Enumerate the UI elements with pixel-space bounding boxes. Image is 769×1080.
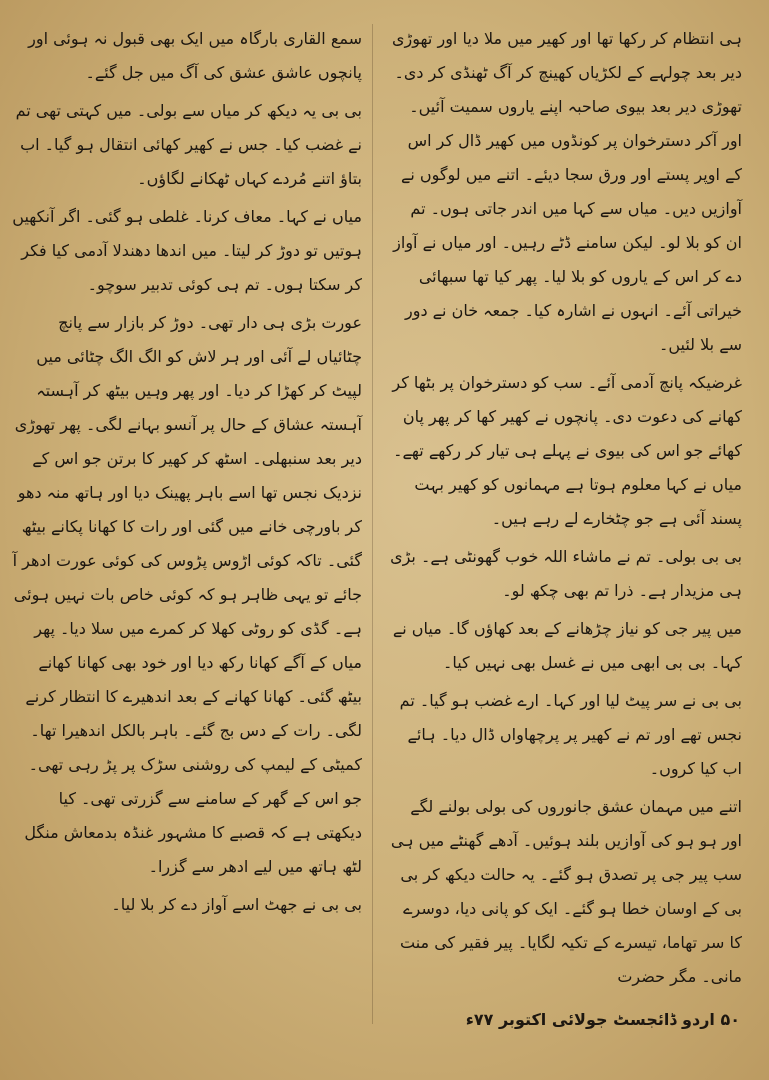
paragraph: میاں نے کہا۔ معاف کرنا۔ غلطی ہو گئی۔ اگر آنکھیں ہوتیں تو دوڑ کر لیتا۔ میں اندھا دھندلا آدمی کیا فکر کر سکتا ہوں۔ تم ہی کوئی تدبیر سوچو۔ <box>12 207 362 294</box>
paragraph: عورت بڑی ہی دار تھی۔ دوڑ کر بازار سے پانچ چٹائیاں لے آئی اور ہر لاش کو الگ الگ چٹائی میں لپیٹ کر کھڑا کر دیا۔ اور پھر وہیں بیٹھ کر آہستہ آہستہ عشاق کے حال پر آنسو بہانے لگی۔ پھر تھوڑی دیر بعد سنبھلی۔ اسٹھ کر کھیر کا برتن جو اس کے نزدیک نجس تھا اسے باہر پھینک دیا اور ہاتھ منہ دھو کر باورچی خانے میں گئی اور رات کا کھانا پکانے بیٹھ گئی۔ تاکہ کوئی اڑوس پڑوس کی کوئی عورت ادھر آ جائے تو یہی ظاہر ہو کہ کوئی خاص بات نہیں ہوئی ہے۔ گڈی کو روٹی کھلا کر کمرے میں سلا دیا۔ پھر میاں کے آگے کھانا رکھ دیا اور خود بھی کھانا کھانے بیٹھ گئی۔ کھانا کھانے کے بعد اندھیرے کا انتظار کرنے لگی۔ رات کے دس بج گئے۔ باہر بالکل اندھیرا تھا۔ کمیٹی کے لیمپ کی روشنی سڑک پر پڑ رہی تھی۔ جو اس کے گھر کے سامنے سے گزرتی تھی۔ کیا دیکھتی ہے کہ قصبے کا مشہور غنڈہ بدمعاش منگل لٹھ ہاتھ میں لیے ادھر سے گزرا۔ <box>12 313 362 876</box>
paragraph: بی بی یہ دیکھ کر میاں سے بولی۔ میں کہتی تھی تم نے غضب کیا۔ جس نے کھیر کھائی انتقال ہو گیا۔ اب بتاؤ اتنے مُردے کہاں ٹھکانے لگاؤں۔ <box>15 101 362 188</box>
paragraph: ہی انتظام کر رکھا تھا اور کھیر میں ملا دیا اور تھوڑی دیر بعد چولہے کے لکڑیاں کھینچ کر آگ ٹھنڈی کر دی۔ تھوڑی دیر بعد بیوی صاحبہ اپنے یاروں سمیت آئیں۔ اور آکر دسترخوان پر کونڈوں میں کھیر ڈال کر اس کے اوپر پستے اور ورق سجا دیئے۔ اتنے میں لوگوں نے آوازیں دیں۔ میاں سے کہا میں اندر جاتی ہوں۔ تم ان کو بلا لو۔ لیکن سامنے ڈٹے رہیں۔ اور میاں نے آواز دے کر اس کے یاروں کو بلا لیا۔ پھر کیا تھا سبھائی خیراتی آئے۔ انہوں نے اشارہ کیا۔ جمعہ خان نے دور سے بلا لئیں۔ <box>392 29 742 354</box>
paragraph: غرضیکہ پانچ آدمی آئے۔ سب کو دسترخوان پر بٹھا کر کھانے کی دعوت دی۔ پانچوں نے کھیر کھا کر پھر پان کھائے جو اس کی بیوی نے پہلے ہی تیار کر رکھے تھے۔ میاں نے کہا معلوم ہوتا ہے مہمانوں کو کھیر بہت پسند آئی ہے جو چٹخارے لے رہے ہیں۔ <box>392 373 742 528</box>
paragraph: میں پیر جی کو نیاز چڑھانے کے بعد کھاؤں گا۔ میاں نے کہا۔ بی بی ابھی میں نے غسل بھی نہیں کیا۔ <box>392 619 742 672</box>
paragraph: بی بی نے جھٹ اسے آواز دے کر بلا لیا۔ <box>111 895 362 914</box>
column-divider <box>372 24 373 1024</box>
paragraph: بی بی بولی۔ تم نے ماشاء اللہ خوب گھونٹی ہے۔ بڑی ہی مزیدار ہے۔ ذرا تم بھی چکھ لو۔ <box>390 547 742 600</box>
paragraph: اتنے میں مہمان عشق جانوروں کی بولی بولنے لگے اور ہو ہو کی آوازیں بلند ہوئیں۔ آدھے گھنٹے میں ہی سب پیر جی پر تصدق ہو گئے۔ یہ حالت دیکھ کر بی بی کے اوسان خطا ہو گئے۔ ایک کو پانی دیا، دوسرے کا سر تھاما، تیسرے کے تکیہ لگایا۔ پیر فقیر کی منت مانی۔ مگر حضرت <box>390 797 742 986</box>
left-column <box>10 22 362 926</box>
paragraph: بی بی نے سر پیٹ لیا اور کہا۔ ارے غضب ہو گیا۔ تم نجس تھے اور تم نے کھیر پر پرچھاواں ڈال دیا۔ ہائے اب کیا کروں۔ <box>399 691 742 778</box>
paragraph: سمع القاری بارگاہ میں ایک بھی قبول نہ ہوئی اور پانچوں عاشق عشق کی آگ میں جل گئے۔ <box>28 29 362 82</box>
right-column <box>390 22 742 998</box>
page-folio: ۵۰ اردو ڈائجسٹ جولائی اکتوبر ۷۷ء <box>465 1010 740 1029</box>
